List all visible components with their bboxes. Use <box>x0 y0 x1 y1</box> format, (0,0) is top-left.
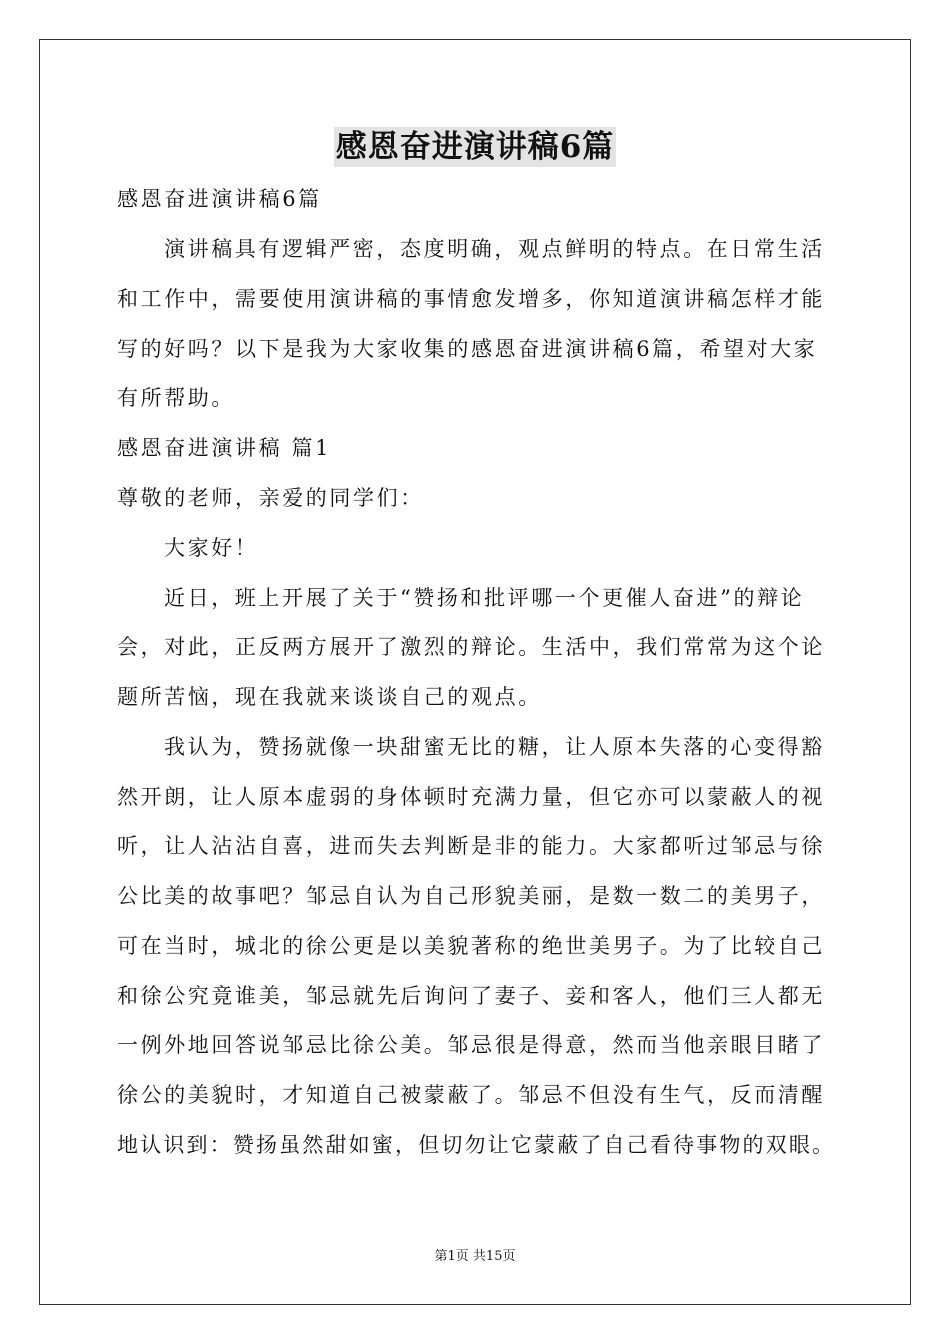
salutation: 尊敬的老师，亲爱的同学们： <box>117 486 424 510</box>
intro-line-3: 写的好吗？以下是我为大家收集的感恩奋进演讲稿6篇，希望对大家 <box>117 337 818 361</box>
para2-line-6: 和徐公究竟谁美，邹忌就先后询问了妻子、妾和客人，他们三人都无 <box>117 984 825 1008</box>
para1-line-3: 题所苦恼，现在我就来谈谈自己的观点。 <box>117 685 542 709</box>
page-footer: 第1页 共15页 <box>434 1249 516 1264</box>
para2-line-8: 徐公的美貌时，才知道自己被蒙蔽了。邹忌不但没有生气，反而清醒 <box>117 1083 825 1107</box>
subtitle-line: 感恩奋进演讲稿6篇 <box>117 187 322 211</box>
para2-line-5: 可在当时，城北的徐公更是以美貌著称的绝世美男子。为了比较自己 <box>117 934 825 958</box>
para2-line-1: 我认为，赞扬就像一块甜蜜无比的糖，让人原本失落的心变得豁 <box>164 735 825 759</box>
para2-line-9: 地认识到：赞扬虽然甜如蜜，但切勿让它蒙蔽了自己看待事物的双眼。 <box>117 1133 836 1157</box>
intro-line-4: 有所帮助。 <box>117 386 235 410</box>
intro-line-1: 演讲稿具有逻辑严密，态度明确，观点鲜明的特点。在日常生活 <box>164 237 825 261</box>
para2-line-7: 一例外地回答说邹忌比徐公美。邹忌很是得意，然而当他亲眼目睹了 <box>117 1033 825 1057</box>
greeting: 大家好！ <box>164 536 259 560</box>
page-border <box>39 39 911 1305</box>
para2-line-3: 听，让人沾沾自喜，进而失去判断是非的能力。大家都听过邹忌与徐 <box>117 834 825 858</box>
intro-line-2: 和工作中，需要使用演讲稿的事情愈发增多，你知道演讲稿怎样才能 <box>117 287 825 311</box>
para2-line-4: 公比美的故事吧？邹忌自认为自己形貌美丽，是数一数二的美男子， <box>117 884 825 908</box>
document-title: 感恩奋进演讲稿6篇 <box>335 129 615 165</box>
para2-line-2: 然开朗，让人原本虚弱的身体顿时充满力量，但它亦可以蒙蔽人的视 <box>117 785 825 809</box>
para1-line-2: 会，对此，正反两方展开了激烈的辩论。生活中，我们常常为这个论 <box>117 635 825 659</box>
section-heading: 感恩奋进演讲稿 篇1 <box>117 436 332 460</box>
para1-line-1: 近日，班上开展了关于“赞扬和批评哪一个更催人奋进”的辩论 <box>164 586 805 610</box>
